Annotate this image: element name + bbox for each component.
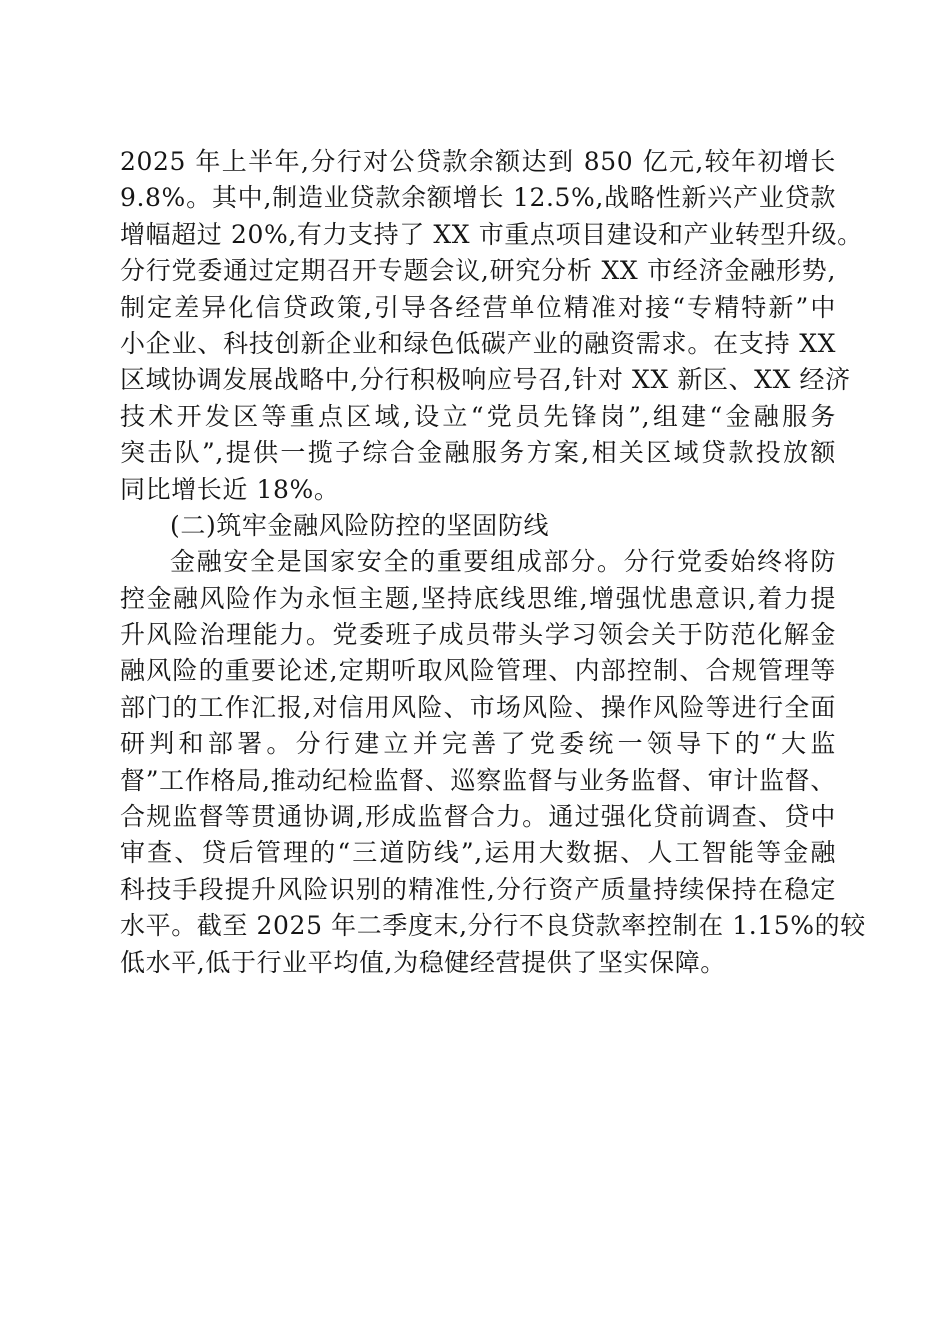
paragraph-line: 2025 年上半年,分行对公贷款余额达到 850 亿元,较年初增长	[120, 147, 836, 176]
paragraph-line: 科技手段提升风险识别的精准性,分行资产质量持续保持在稳定	[120, 874, 836, 904]
paragraph-line: 同比增长近 18%。	[120, 474, 340, 504]
paragraph-line: 融风险的重要论述,定期听取风险管理、内部控制、合规管理等	[120, 656, 836, 686]
paragraph-line: 金融安全是国家安全的重要组成部分。分行党委始终将防	[170, 547, 836, 577]
paragraph-line: 控金融风险作为永恒主题,坚持底线思维,增强忧患意识,着力提	[120, 583, 836, 613]
paragraph-line: 水平。截至 2025 年二季度末,分行不良贷款率控制在 1.15%的较	[120, 911, 866, 941]
paragraph-line: 低水平,低于行业平均值,为稳健经营提供了坚实保障。	[120, 947, 726, 977]
paragraph-line: 升风险治理能力。党委班子成员带头学习领会关于防范化解金	[120, 620, 836, 650]
paragraph-line: 区域协调发展战略中,分行积极响应号召,针对 XX 新区、XX 经济	[120, 365, 851, 395]
paragraph-line: 技术开发区等重点区域,设立“党员先锋岗”,组建“金融服务	[120, 401, 836, 431]
paragraph-line: 制定差异化信贷政策,引导各经营单位精准对接“专精特新”中	[120, 292, 836, 322]
paragraph-line: 突击队”,提供一揽子综合金融服务方案,相关区域贷款投放额	[120, 438, 836, 468]
paragraph-line: 9.8%。其中,制造业贷款余额增长 12.5%,战略性新兴产业贷款	[120, 183, 836, 213]
paragraph-line: 小企业、科技创新企业和绿色低碳产业的融资需求。在支持 XX	[120, 328, 836, 358]
paragraph-loan-growth	[120, 144, 863, 508]
paragraph-line: 部门的工作汇报,对信用风险、市场风险、操作风险等进行全面	[120, 692, 836, 722]
document-body	[120, 144, 866, 981]
paragraph-line: 审查、贷后管理的“三道防线”,运用大数据、人工智能等金融	[120, 838, 836, 868]
section-heading: (二)筑牢金融风险防控的坚固防线	[170, 510, 550, 540]
paragraph-risk-control	[120, 544, 866, 981]
paragraph-line: 分行党委通过定期召开专题会议,研究分析 XX 市经济金融形势,	[120, 256, 836, 286]
paragraph-line: 增幅超过 20%,有力支持了 XX 市重点项目建设和产业转型升级。	[120, 219, 863, 249]
paragraph-line: 督”工作格局,推动纪检监督、巡察监督与业务监督、审计监督、	[120, 765, 836, 795]
paragraph-line: 合规监督等贯通协调,形成监督合力。通过强化贷前调查、贷中	[120, 802, 836, 832]
paragraph-line: 研判和部署。分行建立并完善了党委统一领导下的“大监	[120, 729, 836, 759]
